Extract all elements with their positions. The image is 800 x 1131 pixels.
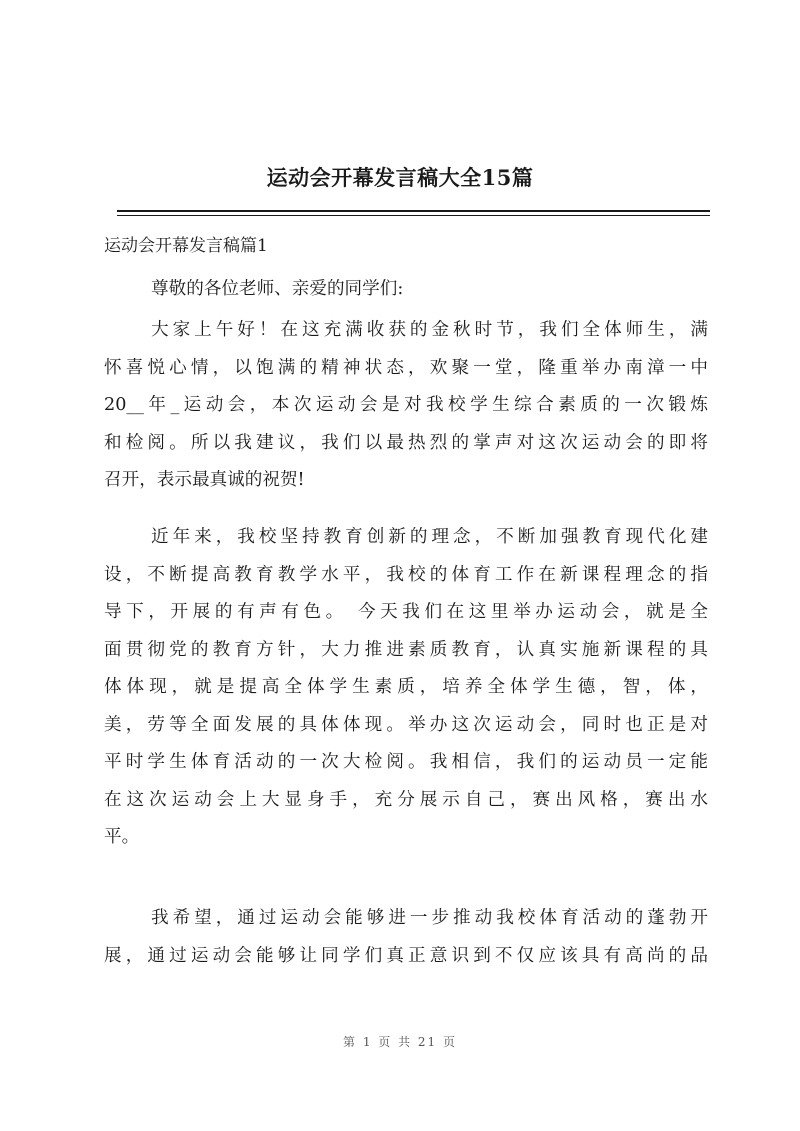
paragraph-line: 展，通过运动会能够让同学们真正意识到不仅应该具有高尚的品 <box>104 945 708 966</box>
paragraph-line: 体体现，就是提高全体学生素质，培养全体学生德，智，体， <box>104 677 708 697</box>
paragraph-hope <box>104 900 708 975</box>
title-rule-thin <box>117 215 710 216</box>
paragraph-line: 大家上午好！在这充满收获的金秋时节，我们全体师生，满 <box>151 320 708 340</box>
paragraph-opening <box>104 312 708 500</box>
paragraph-line: 导下，开展的有声有色。 今天我们在这里举办运动会，就是全 <box>104 602 708 622</box>
paragraph-line: 设，不断提高教育教学水平，我校的体育工作在新课程理念的指 <box>104 564 708 585</box>
paragraph-line: 面贯彻党的教育方针，大力推进素质教育，认真实施新课程的具 <box>104 639 708 660</box>
paragraph-line: 平。 <box>104 827 140 847</box>
paragraph-line: 怀喜悦心情，以饱满的精神状态，欢聚一堂，隆重举办南漳一中 <box>104 357 708 378</box>
paragraph-line: 我希望，通过运动会能够进一步推动我校体育活动的蓬勃开 <box>151 908 708 928</box>
paragraph-line: 召开，表示最真诚的祝贺! <box>104 470 305 490</box>
paragraph-line: 美，劳等全面发展的具体体现。举办这次运动会，同时也正是对 <box>104 714 708 735</box>
title-rule-thick <box>117 210 710 212</box>
section-heading: 运动会开幕发言稿篇1 <box>104 236 268 256</box>
document-title: 运动会开幕发言稿大全15篇 <box>266 165 534 190</box>
paragraph-line: 在这次运动会上大显身手，充分展示自己，赛出风格，赛出水 <box>104 789 708 810</box>
paragraph-line: 平时学生体育活动的一次大检阅。我相信，我们的运动员一定能 <box>104 752 708 772</box>
paragraph-line: 尊敬的各位老师、亲爱的同学们: <box>151 279 404 299</box>
page-number-footer: 第 1 页 共 21 页 <box>343 1035 457 1049</box>
paragraph-line: 和检阅。所以我建议，我们以最热烈的掌声对这次运动会的即将 <box>104 432 708 453</box>
paragraph-line: 近年来，我校坚持教育创新的理念，不断加强教育现代化建 <box>151 527 708 547</box>
paragraph-line: 20__年_运动会，本次运动会是对我校学生综合素质的一次锻炼 <box>104 395 708 415</box>
paragraph-body <box>104 519 708 857</box>
paragraph-greeting <box>104 271 708 309</box>
